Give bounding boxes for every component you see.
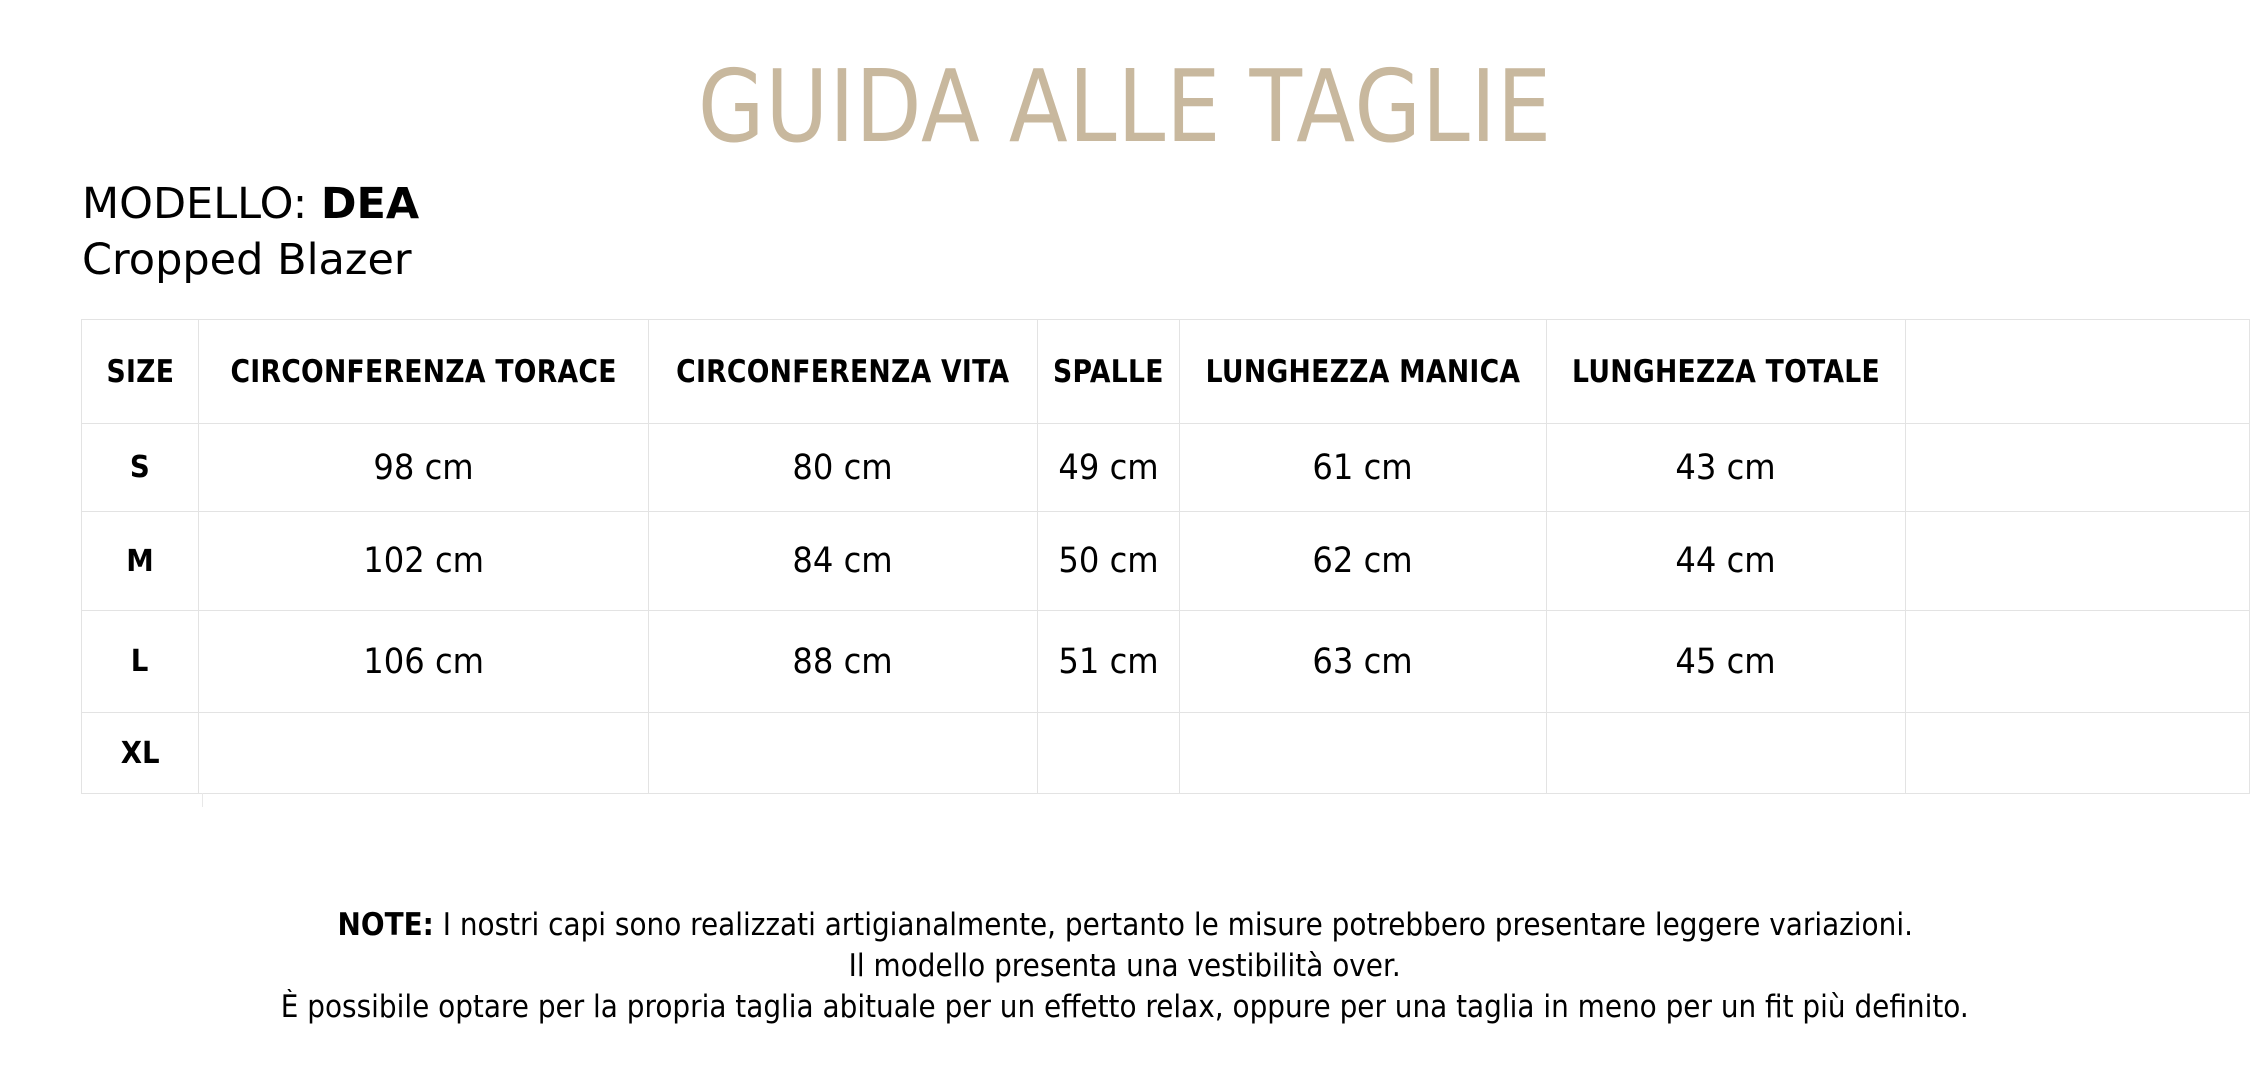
size-table bbox=[81, 319, 2250, 794]
size-cell: M bbox=[82, 512, 199, 611]
waist-cell bbox=[649, 713, 1037, 794]
total-length-cell: 44 cm bbox=[1546, 512, 1905, 611]
waist-cell: 80 cm bbox=[649, 424, 1037, 512]
total-length-cell bbox=[1546, 713, 1905, 794]
empty-cell bbox=[1905, 713, 2249, 794]
header-waist: CIRCONFERENZA VITA bbox=[649, 320, 1037, 424]
shoulders-cell: 49 cm bbox=[1037, 424, 1179, 512]
sleeve-cell: 63 cm bbox=[1180, 611, 1547, 713]
header-empty bbox=[1905, 320, 2249, 424]
note-line-2 bbox=[0, 946, 2250, 987]
model-line bbox=[82, 178, 419, 230]
shoulders-cell bbox=[1037, 713, 1179, 794]
note-line-3 bbox=[0, 987, 2250, 1028]
note-text-1: I nostri capi sono realizzati artigianalmente, pertanto le misure potrebbero presentare leggere variazioni. bbox=[433, 907, 1913, 943]
table-row bbox=[82, 713, 2250, 794]
sleeve-cell: 61 cm bbox=[1180, 424, 1547, 512]
table-row bbox=[82, 611, 2250, 713]
header-row bbox=[82, 320, 2250, 424]
note-block bbox=[0, 905, 2250, 1028]
note-line-1 bbox=[0, 905, 2250, 946]
note-text-3: È possibile optare per la propria taglia abituale per un effetto relax, oppure per una taglia in meno per un fit più definito. bbox=[281, 989, 1969, 1025]
sleeve-cell bbox=[1180, 713, 1547, 794]
chest-cell: 98 cm bbox=[199, 424, 649, 512]
shoulders-cell: 50 cm bbox=[1037, 512, 1179, 611]
empty-cell bbox=[1905, 611, 2249, 713]
size-cell: S bbox=[82, 424, 199, 512]
chest-cell: 106 cm bbox=[199, 611, 649, 713]
header-size: SIZE bbox=[82, 320, 199, 424]
divider bbox=[202, 793, 203, 807]
model-name: DEA bbox=[320, 179, 420, 229]
header-shoulders: SPALLE bbox=[1037, 320, 1179, 424]
header-sleeve-length: LUNGHEZZA MANICA bbox=[1180, 320, 1547, 424]
chest-cell: 102 cm bbox=[199, 512, 649, 611]
empty-cell bbox=[1905, 512, 2249, 611]
note-text-2: Il modello presenta una vestibilità over. bbox=[848, 948, 1402, 984]
total-length-cell: 45 cm bbox=[1546, 611, 1905, 713]
empty-cell bbox=[1905, 424, 2249, 512]
table-row bbox=[82, 424, 2250, 512]
total-length-cell: 43 cm bbox=[1546, 424, 1905, 512]
page-title: GUIDA ALLE TAGLIE bbox=[697, 48, 1553, 165]
product-subtitle: Cropped Blazer bbox=[82, 235, 412, 285]
note-label: NOTE: bbox=[337, 907, 434, 943]
waist-cell: 88 cm bbox=[649, 611, 1037, 713]
model-label: MODELLO: bbox=[82, 179, 308, 229]
size-cell: XL bbox=[82, 713, 199, 794]
shoulders-cell: 51 cm bbox=[1037, 611, 1179, 713]
waist-cell: 84 cm bbox=[649, 512, 1037, 611]
header-total-length: LUNGHEZZA TOTALE bbox=[1546, 320, 1905, 424]
sleeve-cell: 62 cm bbox=[1180, 512, 1547, 611]
size-cell: L bbox=[82, 611, 199, 713]
header-chest: CIRCONFERENZA TORACE bbox=[199, 320, 649, 424]
chest-cell bbox=[199, 713, 649, 794]
table-row bbox=[82, 512, 2250, 611]
